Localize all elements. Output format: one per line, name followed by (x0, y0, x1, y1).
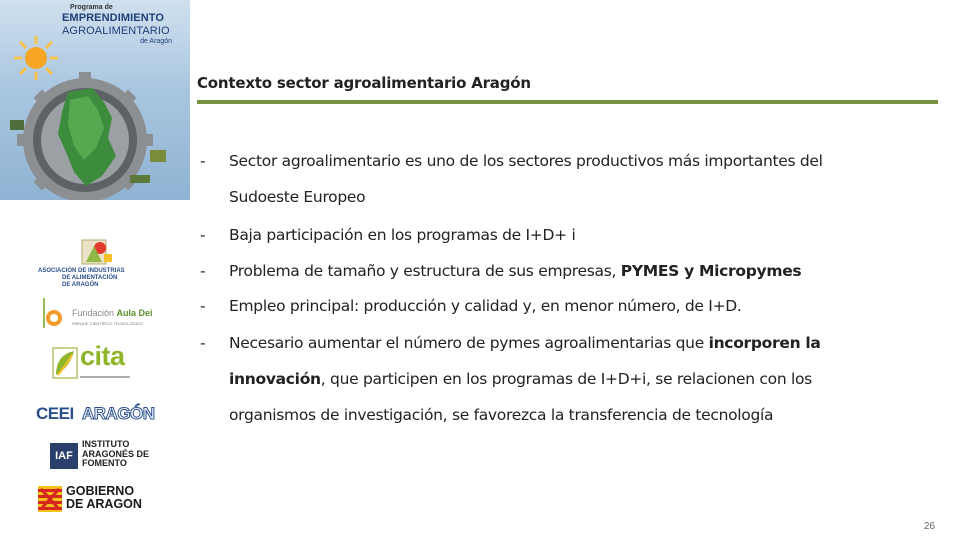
bullet-text (229, 253, 889, 289)
page-number: 26 (923, 521, 935, 532)
ceei-name-a: CEEI (36, 404, 74, 423)
bullet-item (200, 253, 900, 289)
aula-dei-name-a: Fundación (72, 308, 117, 318)
title-rule (197, 100, 938, 104)
bullet-segment: Problema de tamaño y estructura de sus empresas, (229, 262, 621, 280)
industrias-line1: ASOCIACIÓN DE INDUSTRIAS (38, 268, 125, 274)
bullet-dash: - (200, 297, 206, 315)
bullet-text (229, 217, 889, 253)
bullet-segment: Necesario aumentar el número de pymes agroalimentarias que (229, 334, 709, 352)
logo-gobierno-aragon (38, 484, 158, 514)
bullet-dash: - (200, 262, 206, 280)
slide-title: Contexto sector agroalimentario Aragón (197, 74, 531, 92)
logo-ceei-aragon (36, 404, 160, 426)
sun-icon (14, 36, 58, 80)
iaf-name (82, 440, 149, 469)
bullet-item (200, 217, 900, 253)
logo-industrias-alimentacion (38, 236, 158, 288)
bullet-segment: Empleo principal: producción y calidad y, en menor número, de I+D. (229, 297, 742, 315)
banner-prefix: Programa de (70, 4, 113, 11)
bullet-dash: - (200, 226, 206, 244)
bullet-text (229, 143, 889, 215)
banner-title (62, 4, 188, 45)
aragon-flag-icon (38, 486, 62, 512)
program-banner (0, 0, 190, 200)
bullet-dash: - (200, 152, 206, 170)
aula-dei-sub: PARQUE CIENTÍFICO TECNOLÓGICO (72, 321, 143, 326)
gobierno-name (66, 485, 142, 511)
gobierno-line1: GOBIERNO (66, 484, 135, 498)
industrias-emblem-icon (78, 236, 118, 268)
cita-underline (80, 376, 130, 378)
banner-line3: de Aragón (140, 38, 172, 45)
iaf-line2: ARAGONÉS DE (82, 448, 150, 459)
logo-cita (52, 341, 134, 385)
aula-dei-emblem-icon (40, 296, 70, 330)
logo-aula-dei (40, 296, 152, 332)
cita-name: cita (80, 341, 125, 371)
gobierno-line2: DE ARAGON (66, 497, 142, 511)
iaf-line3: FOMENTO (82, 458, 127, 468)
bullet-segment-bold: PYMES y Micropymes (620, 262, 802, 280)
industrias-line2: DE ALIMENTACIÓN (62, 275, 118, 281)
bullet-segment: Baja participación en los programas de I+D+ i (229, 226, 576, 244)
banner-line2: AGROALIMENTARIO (62, 25, 170, 37)
aula-dei-name (72, 308, 153, 318)
iaf-abbr: IAF (50, 443, 78, 469)
bullet-item (200, 288, 900, 324)
banner-line1: EMPRENDIMIENTO (62, 12, 165, 24)
bullet-dash: - (200, 334, 206, 352)
bullet-item (200, 325, 900, 433)
cita-leaf-icon (52, 347, 78, 379)
logo-iaf (50, 440, 160, 472)
bullet-segment: Sudoeste Europeo (229, 188, 366, 206)
bullet-segment-bold: incorporen la innovación (229, 334, 821, 388)
bullet-text (229, 325, 869, 433)
aula-dei-name-b: Aula Dei (116, 308, 153, 318)
bullet-item (200, 143, 900, 215)
bullet-segment: Sector agroalimentario es uno de los sectores productivos más importantes del (229, 152, 823, 170)
industrias-line3: DE ARAGÓN (62, 282, 99, 288)
bullet-segment: , que participen en los programas de I+D+i, se relacionen con los organismos de investigación, se favorezca la transferencia de tecnología (229, 370, 812, 424)
bullet-text (229, 288, 889, 324)
ceei-name-b: ARAGÓN (82, 404, 155, 423)
iaf-line1: INSTITUTO (82, 439, 130, 449)
